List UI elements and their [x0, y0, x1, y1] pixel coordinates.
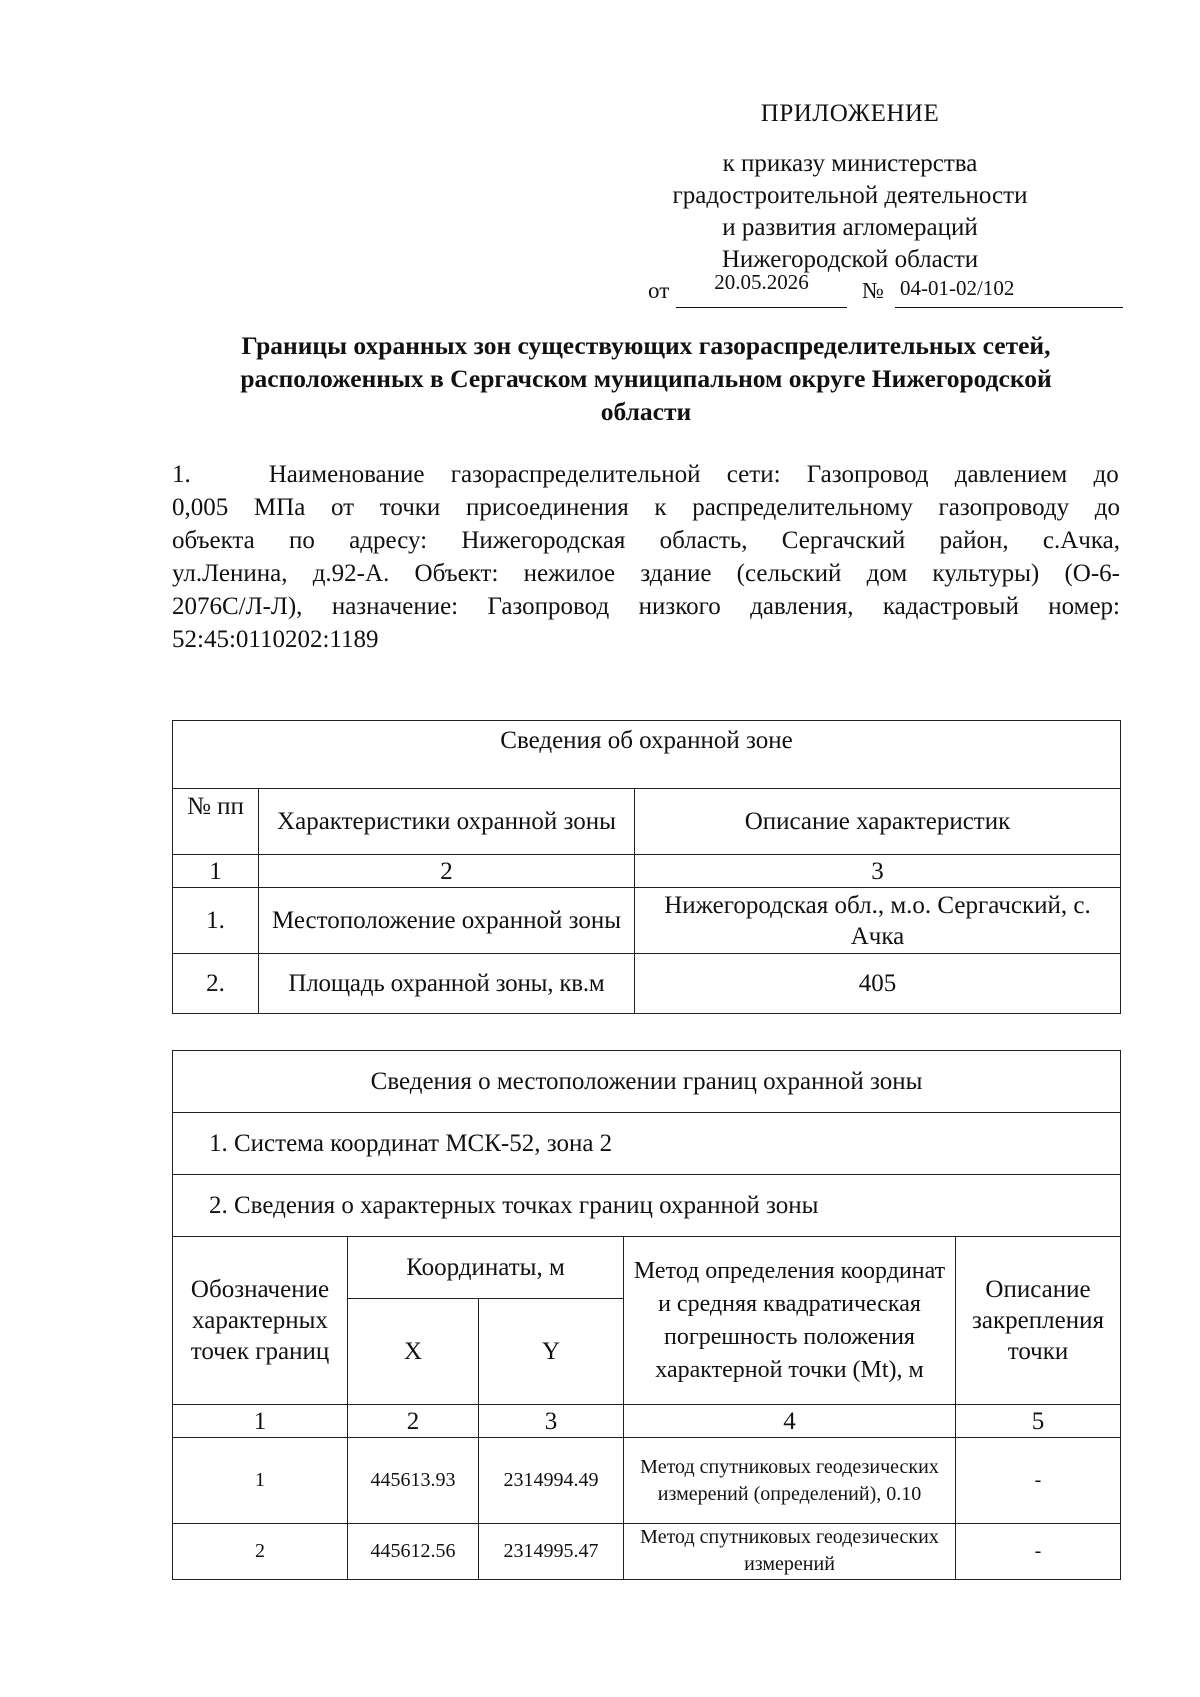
network-description	[172, 458, 1120, 656]
boundary-points-table	[172, 1050, 1121, 1580]
zone-table-title: Сведения об охранной зоне	[173, 721, 1121, 789]
col-number: 3	[479, 1405, 624, 1438]
header-coordinates: Координаты, м	[348, 1237, 624, 1299]
heading-line: области	[600, 397, 692, 426]
row-description: 405	[635, 954, 1121, 1014]
point-id: 1	[173, 1438, 348, 1524]
point-y: 2314994.49	[479, 1438, 624, 1524]
header-number: № пп	[173, 789, 259, 855]
point-method: Метод спутниковых геодезических измерений (определений), 0.10	[624, 1438, 956, 1524]
heading-line: расположенных в Сергачском муниципальном округе Нижегородской	[240, 364, 1052, 393]
paragraph-number: 1.	[172, 461, 191, 488]
paragraph-first-line: Наименование газораспределительной сети: Газопровод давлением до	[268, 461, 1119, 488]
appendix-line: градостроительной деятельности	[672, 182, 1028, 209]
row-number: 2.	[173, 954, 259, 1014]
point-method: Метод спутниковых геодезических измерений	[624, 1524, 956, 1580]
col-number: 2	[348, 1405, 479, 1438]
col-number: 4	[624, 1405, 956, 1438]
paragraph-line: объекта по адресу: Нижегородская область, Сергачский район, с.Ачка,	[172, 527, 1120, 554]
header-x: X	[348, 1299, 479, 1405]
header-method: Метод определения координат и средняя квадратическая погрешность положения характерной точки (Mt), м	[624, 1237, 956, 1405]
table-row	[173, 888, 1121, 954]
header-characteristic: Характеристики охранной зоны	[259, 789, 635, 855]
header-description: Описание характеристик	[635, 789, 1121, 855]
document-heading	[172, 329, 1120, 428]
date-label: от	[648, 278, 670, 303]
table-row	[173, 1524, 1121, 1580]
col-number: 2	[259, 855, 635, 888]
paragraph-line: 52:45:0110202:1189	[172, 626, 379, 653]
col-number: 5	[956, 1405, 1121, 1438]
number-underline	[895, 307, 1123, 308]
zone-info-table	[172, 720, 1121, 1014]
appendix-line: Нижегородской области	[721, 246, 979, 273]
points-subtitle: 2. Сведения о характерных точках границ охранной зоны	[173, 1175, 1121, 1237]
paragraph-line	[172, 458, 1120, 491]
paragraph-line: 0,005 МПа от точки присоединения к распределительному газопроводу до	[172, 494, 1120, 521]
coordinate-system: 1. Система координат МСК-52, зона 2	[173, 1113, 1121, 1175]
row-description: Нижегородская обл., м.о. Сергачский, с. Ачка	[635, 888, 1121, 954]
appendix-line: и развития агломераций	[722, 214, 978, 241]
appendix-line: к приказу министерства	[722, 150, 978, 177]
point-y: 2314995.47	[479, 1524, 624, 1580]
point-x: 445613.93	[348, 1438, 479, 1524]
points-table-title: Сведения о местоположении границ охранной зоны	[173, 1051, 1121, 1113]
point-id: 2	[173, 1524, 348, 1580]
order-number: 04-01-02/102	[900, 276, 1015, 300]
header-fixing: Описание закрепления точки	[956, 1237, 1121, 1405]
header-designation: Обозначение характерных точек границ	[173, 1237, 348, 1405]
row-characteristic: Местоположение охранной зоны	[259, 888, 635, 954]
paragraph-line: ул.Ленина, д.92-А. Объект: нежилое здание (сельский дом культуры) (О-6-	[172, 560, 1120, 587]
row-number: 1.	[173, 888, 259, 954]
col-number: 1	[173, 855, 259, 888]
appendix-title: ПРИЛОЖЕНИЕ	[760, 100, 940, 127]
table-row	[173, 1438, 1121, 1524]
row-characteristic: Площадь охранной зоны, кв.м	[259, 954, 635, 1014]
paragraph-line: 2076С/Л-Л), назначение: Газопровод низкого давления, кадастровый номер:	[172, 593, 1120, 620]
point-fixing: -	[956, 1438, 1121, 1524]
order-date: 20.05.2026	[714, 270, 809, 294]
heading-line: Границы охранных зон существующих газораспределительных сетей,	[241, 331, 1051, 360]
point-fixing: -	[956, 1524, 1121, 1580]
point-x: 445612.56	[348, 1524, 479, 1580]
header-y: Y	[479, 1299, 624, 1405]
col-number: 3	[635, 855, 1121, 888]
table-row	[173, 954, 1121, 1014]
col-number: 1	[173, 1405, 348, 1438]
appendix-subtitle	[615, 148, 1085, 276]
date-underline	[676, 307, 847, 308]
number-label: №	[862, 278, 884, 303]
